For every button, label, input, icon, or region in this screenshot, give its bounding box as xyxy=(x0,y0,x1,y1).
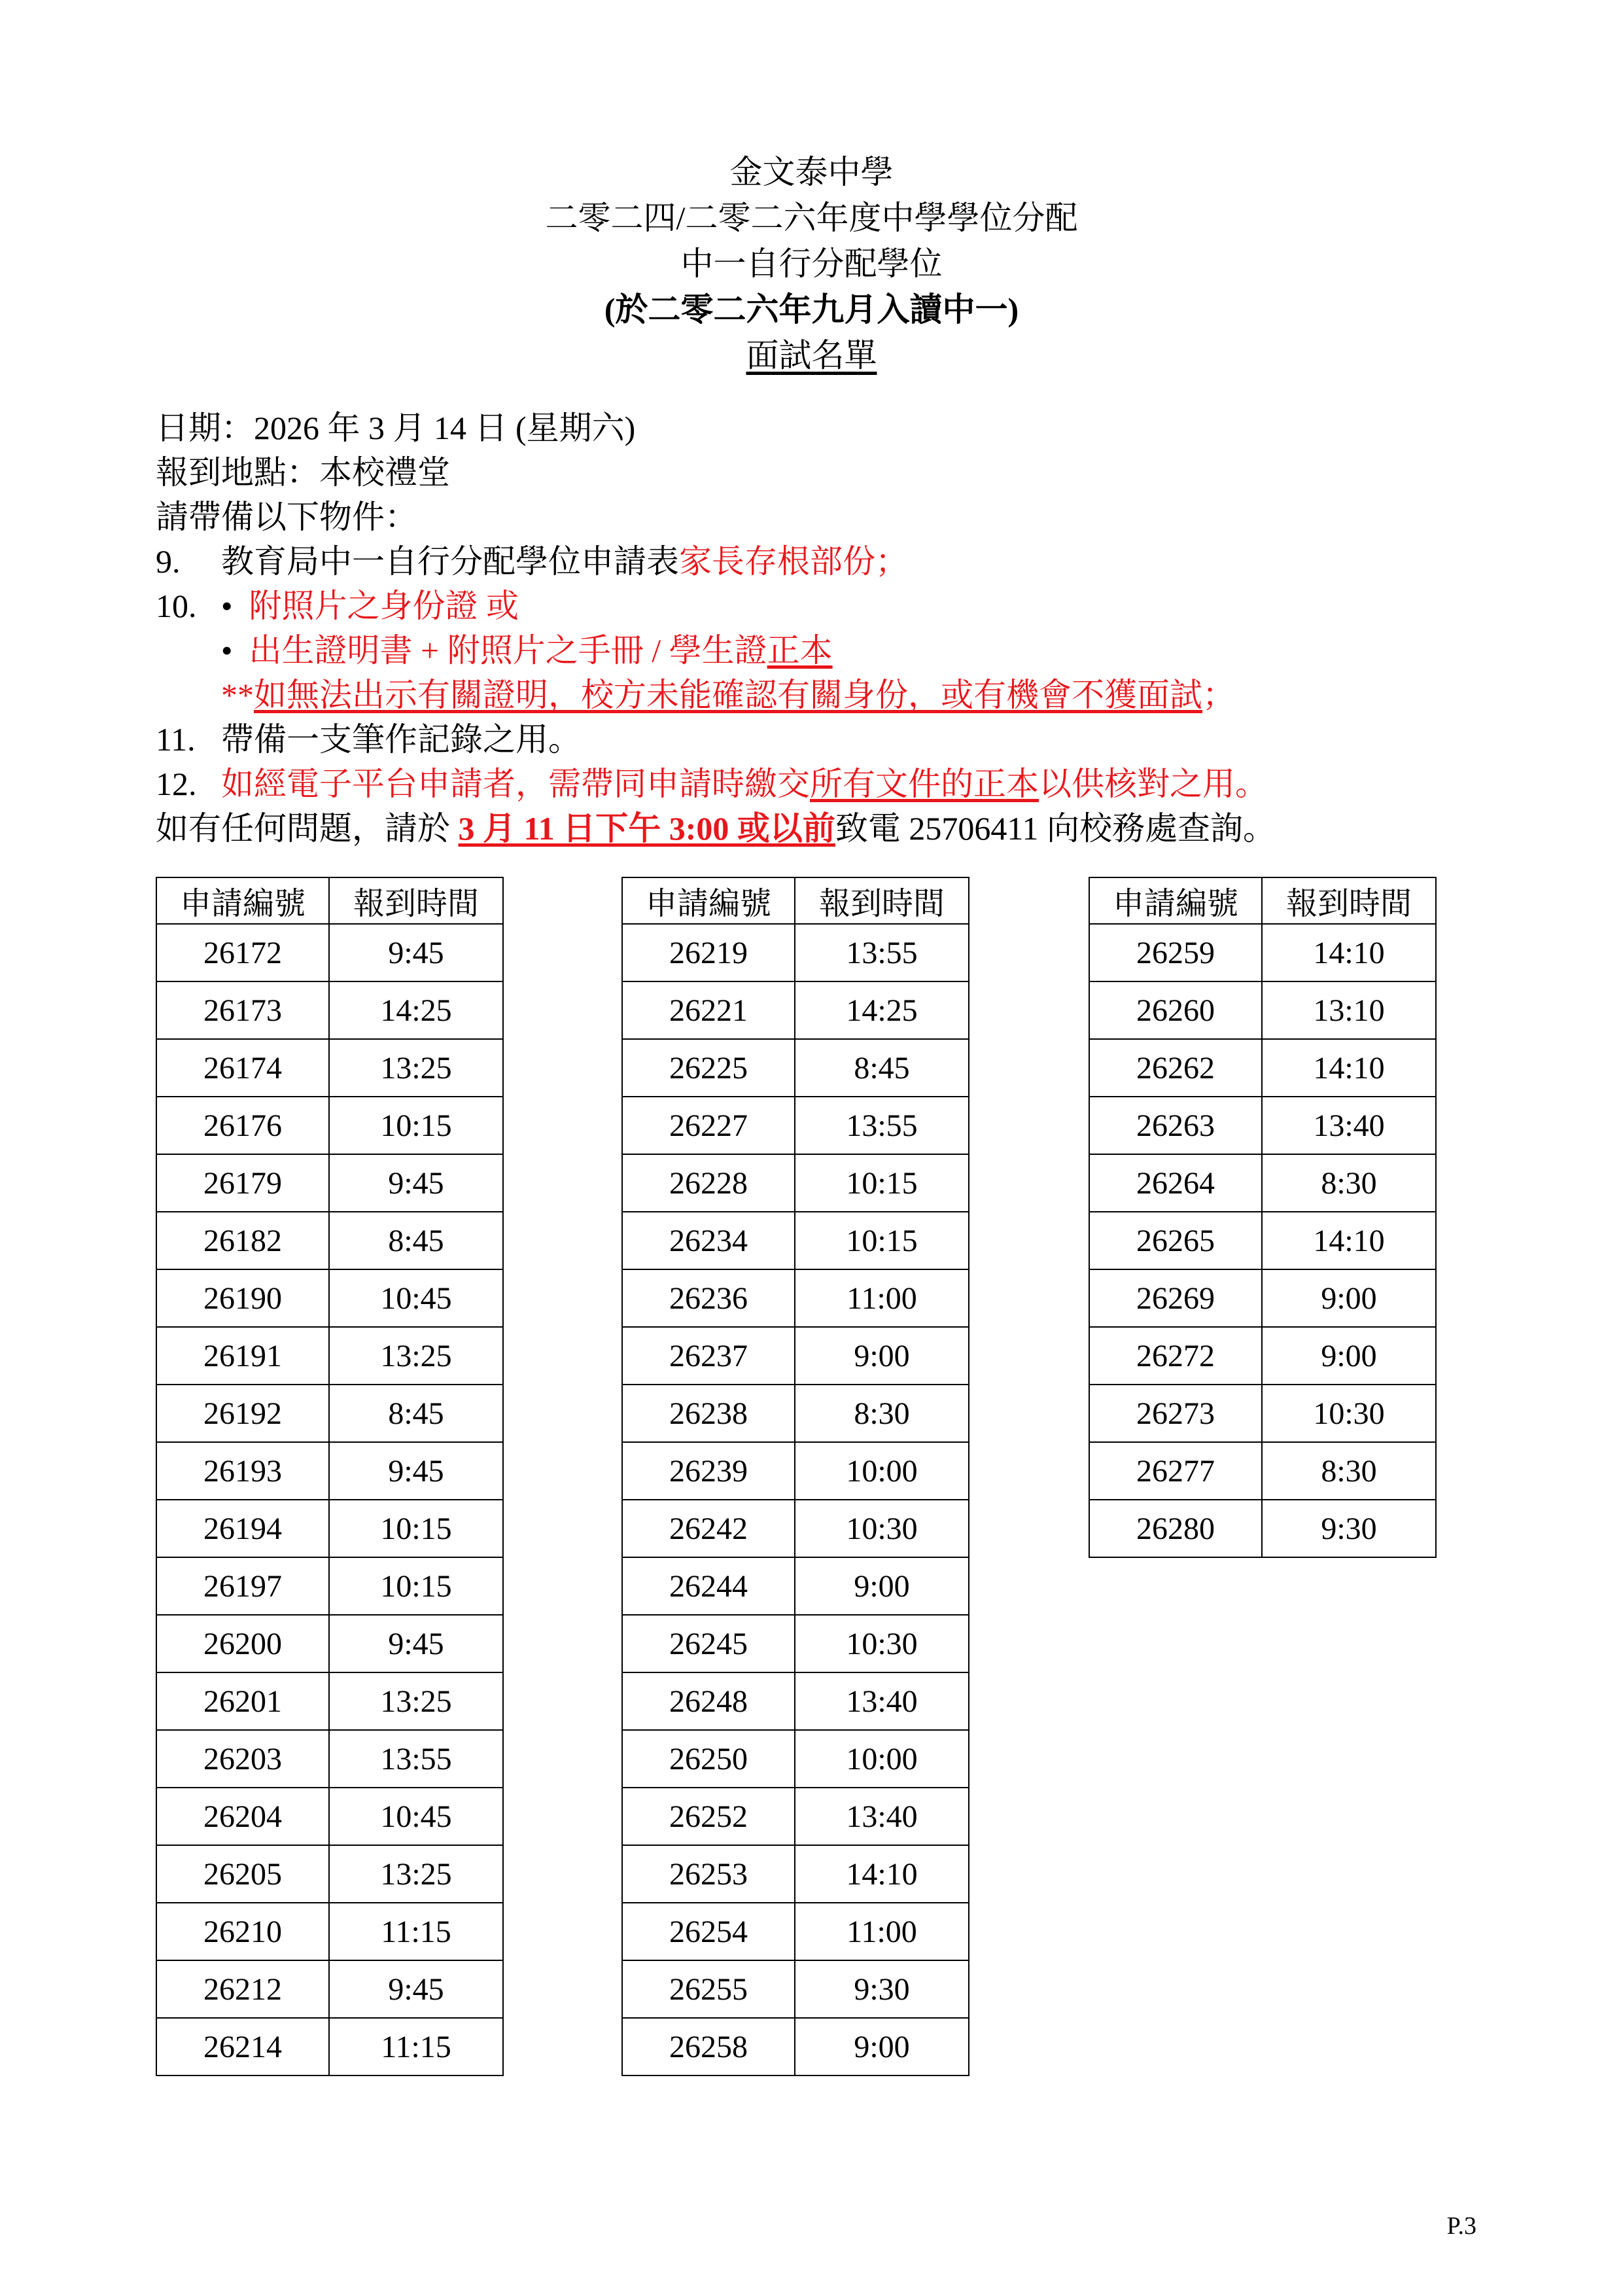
report-time: 14:25 xyxy=(795,981,969,1039)
table-row xyxy=(156,1788,503,1845)
application-number: 26225 xyxy=(622,1039,795,1097)
application-number: 26259 xyxy=(1089,924,1262,981)
application-number: 26204 xyxy=(156,1788,329,1845)
schedule-table-2 xyxy=(621,877,969,2076)
application-number: 26245 xyxy=(622,1615,795,1672)
application-number: 26254 xyxy=(622,1903,795,1960)
report-time: 14:10 xyxy=(1262,924,1436,981)
title-block xyxy=(0,149,1623,378)
table-row xyxy=(1089,1442,1436,1500)
application-number: 26200 xyxy=(156,1615,329,1672)
report-time: 10:45 xyxy=(329,1788,503,1845)
item-9: 9. 教育局中一自行分配學位申請表家長存根部份； xyxy=(156,543,908,580)
schedule-table-1 xyxy=(156,877,504,2076)
report-time: 8:30 xyxy=(1262,1442,1436,1500)
table-row xyxy=(156,1845,503,1903)
list-title: 面試名單 xyxy=(746,337,877,374)
table-row xyxy=(156,1442,503,1500)
venue-line: 報到地點：本校禮堂 xyxy=(156,454,450,491)
report-time: 11:15 xyxy=(329,2018,503,2075)
application-number: 26174 xyxy=(156,1039,329,1097)
table-row xyxy=(1089,1327,1436,1385)
report-time: 9:45 xyxy=(329,1154,503,1212)
item-12: 12. 如經電子平台申請者，需帶同申請時繳交所有文件的正本以供核對之用。 xyxy=(156,766,1268,802)
table-row xyxy=(156,924,503,981)
table-row xyxy=(156,1615,503,1672)
application-number: 26193 xyxy=(156,1442,329,1500)
application-number: 26203 xyxy=(156,1730,329,1788)
application-number: 26210 xyxy=(156,1903,329,1960)
application-number: 26214 xyxy=(156,2018,329,2075)
table-row xyxy=(622,1615,969,1672)
report-time: 8:45 xyxy=(795,1039,969,1097)
report-time: 13:25 xyxy=(329,1845,503,1903)
report-time: 10:00 xyxy=(795,1442,969,1500)
application-number: 26277 xyxy=(1089,1442,1262,1500)
table-row xyxy=(622,1960,969,2018)
application-number: 26264 xyxy=(1089,1154,1262,1212)
page-number: P.3 xyxy=(1446,2212,1476,2240)
table-row xyxy=(156,1903,503,1960)
report-time: 13:25 xyxy=(329,1039,503,1097)
report-time: 14:10 xyxy=(1262,1039,1436,1097)
report-time: 9:00 xyxy=(1262,1269,1436,1327)
item-10-bullet-2: • 出生證明書 + 附照片之手冊 / 學生證正本 xyxy=(221,632,833,669)
bullet-icon: • xyxy=(221,588,233,624)
info-section xyxy=(156,406,1529,851)
application-number: 26201 xyxy=(156,1672,329,1730)
report-time: 13:10 xyxy=(1262,981,1436,1039)
table-row xyxy=(156,981,503,1039)
report-time: 8:30 xyxy=(1262,1154,1436,1212)
table-row xyxy=(622,1269,969,1327)
report-time: 9:45 xyxy=(329,1615,503,1672)
table-row xyxy=(622,1097,969,1154)
report-time: 10:45 xyxy=(329,1269,503,1327)
report-time: 9:00 xyxy=(795,1327,969,1385)
table-row xyxy=(156,1154,503,1212)
table-row xyxy=(156,1557,503,1615)
application-number: 26197 xyxy=(156,1557,329,1615)
table-row xyxy=(156,1327,503,1385)
report-time: 13:40 xyxy=(795,1672,969,1730)
report-time: 10:15 xyxy=(329,1500,503,1557)
report-time: 10:30 xyxy=(1262,1385,1436,1442)
report-time: 9:45 xyxy=(329,924,503,981)
table-row xyxy=(622,1385,969,1442)
table-row xyxy=(622,1788,969,1845)
table-row xyxy=(156,1039,503,1097)
application-number: 26273 xyxy=(1089,1385,1262,1442)
item-10-warning: **如無法出示有關證明，校方未能確認有關身份，或有機會不獲面試； xyxy=(221,677,1235,713)
report-time: 13:25 xyxy=(329,1327,503,1385)
table-row xyxy=(622,1442,969,1500)
table-row xyxy=(1089,1039,1436,1097)
application-number: 26272 xyxy=(1089,1327,1262,1385)
application-number: 26253 xyxy=(622,1845,795,1903)
application-number: 26176 xyxy=(156,1097,329,1154)
application-number: 26182 xyxy=(156,1212,329,1269)
report-time: 14:25 xyxy=(329,981,503,1039)
application-number: 26239 xyxy=(622,1442,795,1500)
table-row xyxy=(1089,1154,1436,1212)
table-row xyxy=(622,981,969,1039)
report-time: 9:00 xyxy=(795,2018,969,2075)
report-time: 8:45 xyxy=(329,1385,503,1442)
report-time: 11:00 xyxy=(795,1903,969,1960)
report-time: 11:00 xyxy=(795,1269,969,1327)
report-time: 11:15 xyxy=(329,1903,503,1960)
application-number: 26244 xyxy=(622,1557,795,1615)
application-number: 26242 xyxy=(622,1500,795,1557)
application-number: 26237 xyxy=(622,1327,795,1385)
bullet-icon: • xyxy=(221,632,233,669)
application-number: 26221 xyxy=(622,981,795,1039)
application-number: 26252 xyxy=(622,1788,795,1845)
date-line: 日期：2026 年 3 月 14 日 (星期六) xyxy=(156,410,636,446)
report-time: 9:00 xyxy=(1262,1327,1436,1385)
report-time: 10:15 xyxy=(795,1212,969,1269)
table-row xyxy=(622,1903,969,1960)
table-row xyxy=(156,1269,503,1327)
school-name: 金文泰中學 xyxy=(729,154,894,190)
header-time: 報到時間 xyxy=(1262,877,1436,924)
application-number: 26265 xyxy=(1089,1212,1262,1269)
report-time: 13:55 xyxy=(795,924,969,981)
schedule-table-3 xyxy=(1089,877,1437,1558)
application-number: 26227 xyxy=(622,1097,795,1154)
report-time: 10:15 xyxy=(329,1557,503,1615)
application-number: 26192 xyxy=(156,1385,329,1442)
table-row xyxy=(1089,1385,1436,1442)
header-app-no: 申請編號 xyxy=(1089,877,1262,924)
report-time: 9:45 xyxy=(329,1960,503,2018)
report-time: 13:25 xyxy=(329,1672,503,1730)
application-number: 26280 xyxy=(1089,1500,1262,1557)
table-row xyxy=(622,1500,969,1557)
report-time: 9:30 xyxy=(1262,1500,1436,1557)
application-number: 26248 xyxy=(622,1672,795,1730)
report-time: 10:30 xyxy=(795,1500,969,1557)
table-row xyxy=(156,1500,503,1557)
table-row xyxy=(622,1327,969,1385)
application-number: 26236 xyxy=(622,1269,795,1327)
application-number: 26219 xyxy=(622,924,795,981)
report-time: 13:55 xyxy=(329,1730,503,1788)
application-number: 26194 xyxy=(156,1500,329,1557)
table-row xyxy=(1089,1212,1436,1269)
bring-line: 請帶備以下物件： xyxy=(156,499,417,535)
report-time: 10:30 xyxy=(795,1615,969,1672)
table-row xyxy=(622,1212,969,1269)
table-row xyxy=(1089,1097,1436,1154)
table-row xyxy=(1089,1269,1436,1327)
table-row xyxy=(622,1557,969,1615)
table-row xyxy=(622,1730,969,1788)
table-row xyxy=(622,1039,969,1097)
table-row xyxy=(1089,924,1436,981)
item-10: 10. • 附照片之身份證 或 xyxy=(156,588,519,624)
table-row xyxy=(156,1212,503,1269)
report-time: 9:30 xyxy=(795,1960,969,2018)
application-number: 26179 xyxy=(156,1154,329,1212)
entry-note: (於二零二六年九月入讀中一) xyxy=(604,291,1019,328)
application-number: 26228 xyxy=(622,1154,795,1212)
report-time: 14:10 xyxy=(795,1845,969,1903)
application-number: 26205 xyxy=(156,1845,329,1903)
application-number: 26258 xyxy=(622,2018,795,2075)
report-time: 8:30 xyxy=(795,1385,969,1442)
table-row xyxy=(1089,981,1436,1039)
table-row xyxy=(156,1960,503,2018)
application-number: 26262 xyxy=(1089,1039,1262,1097)
report-time: 10:15 xyxy=(795,1154,969,1212)
header-app-no: 申請編號 xyxy=(156,877,329,924)
table-row xyxy=(622,1154,969,1212)
table-row xyxy=(156,2018,503,2075)
application-number: 26263 xyxy=(1089,1097,1262,1154)
application-number: 26234 xyxy=(622,1212,795,1269)
table-row xyxy=(1089,1500,1436,1557)
application-number: 26173 xyxy=(156,981,329,1039)
table-row xyxy=(622,924,969,981)
header-time: 報到時間 xyxy=(795,877,969,924)
application-number: 26212 xyxy=(156,1960,329,2018)
application-number: 26238 xyxy=(622,1385,795,1442)
header-time: 報到時間 xyxy=(329,877,503,924)
report-time: 9:45 xyxy=(329,1442,503,1500)
report-time: 13:40 xyxy=(1262,1097,1436,1154)
report-time: 13:40 xyxy=(795,1788,969,1845)
report-time: 13:55 xyxy=(795,1097,969,1154)
application-number: 26172 xyxy=(156,924,329,981)
table-row xyxy=(622,1845,969,1903)
report-time: 10:00 xyxy=(795,1730,969,1788)
report-time: 9:00 xyxy=(795,1557,969,1615)
report-time: 14:10 xyxy=(1262,1212,1436,1269)
application-number: 26260 xyxy=(1089,981,1262,1039)
allocation-title: 二零二四/二零二六年度中學學位分配 xyxy=(545,200,1078,236)
table-row xyxy=(156,1385,503,1442)
application-number: 26255 xyxy=(622,1960,795,2018)
table-row xyxy=(156,1672,503,1730)
item-11: 11. 帶備一支筆作記錄之用。 xyxy=(156,721,581,758)
table-row xyxy=(622,1672,969,1730)
table-row xyxy=(156,1097,503,1154)
dp-title: 中一自行分配學位 xyxy=(680,245,943,282)
application-number: 26250 xyxy=(622,1730,795,1788)
application-number: 26190 xyxy=(156,1269,329,1327)
application-number: 26269 xyxy=(1089,1269,1262,1327)
report-time: 8:45 xyxy=(329,1212,503,1269)
header-app-no: 申請編號 xyxy=(622,877,795,924)
report-time: 10:15 xyxy=(329,1097,503,1154)
table-row xyxy=(156,1730,503,1788)
table-row xyxy=(622,2018,969,2075)
contact-line: 如有任何問題，請於 3 月 11 日下午 3:00 或以前致電 25706411 向校務處查詢。 xyxy=(156,810,1276,847)
application-number: 26191 xyxy=(156,1327,329,1385)
